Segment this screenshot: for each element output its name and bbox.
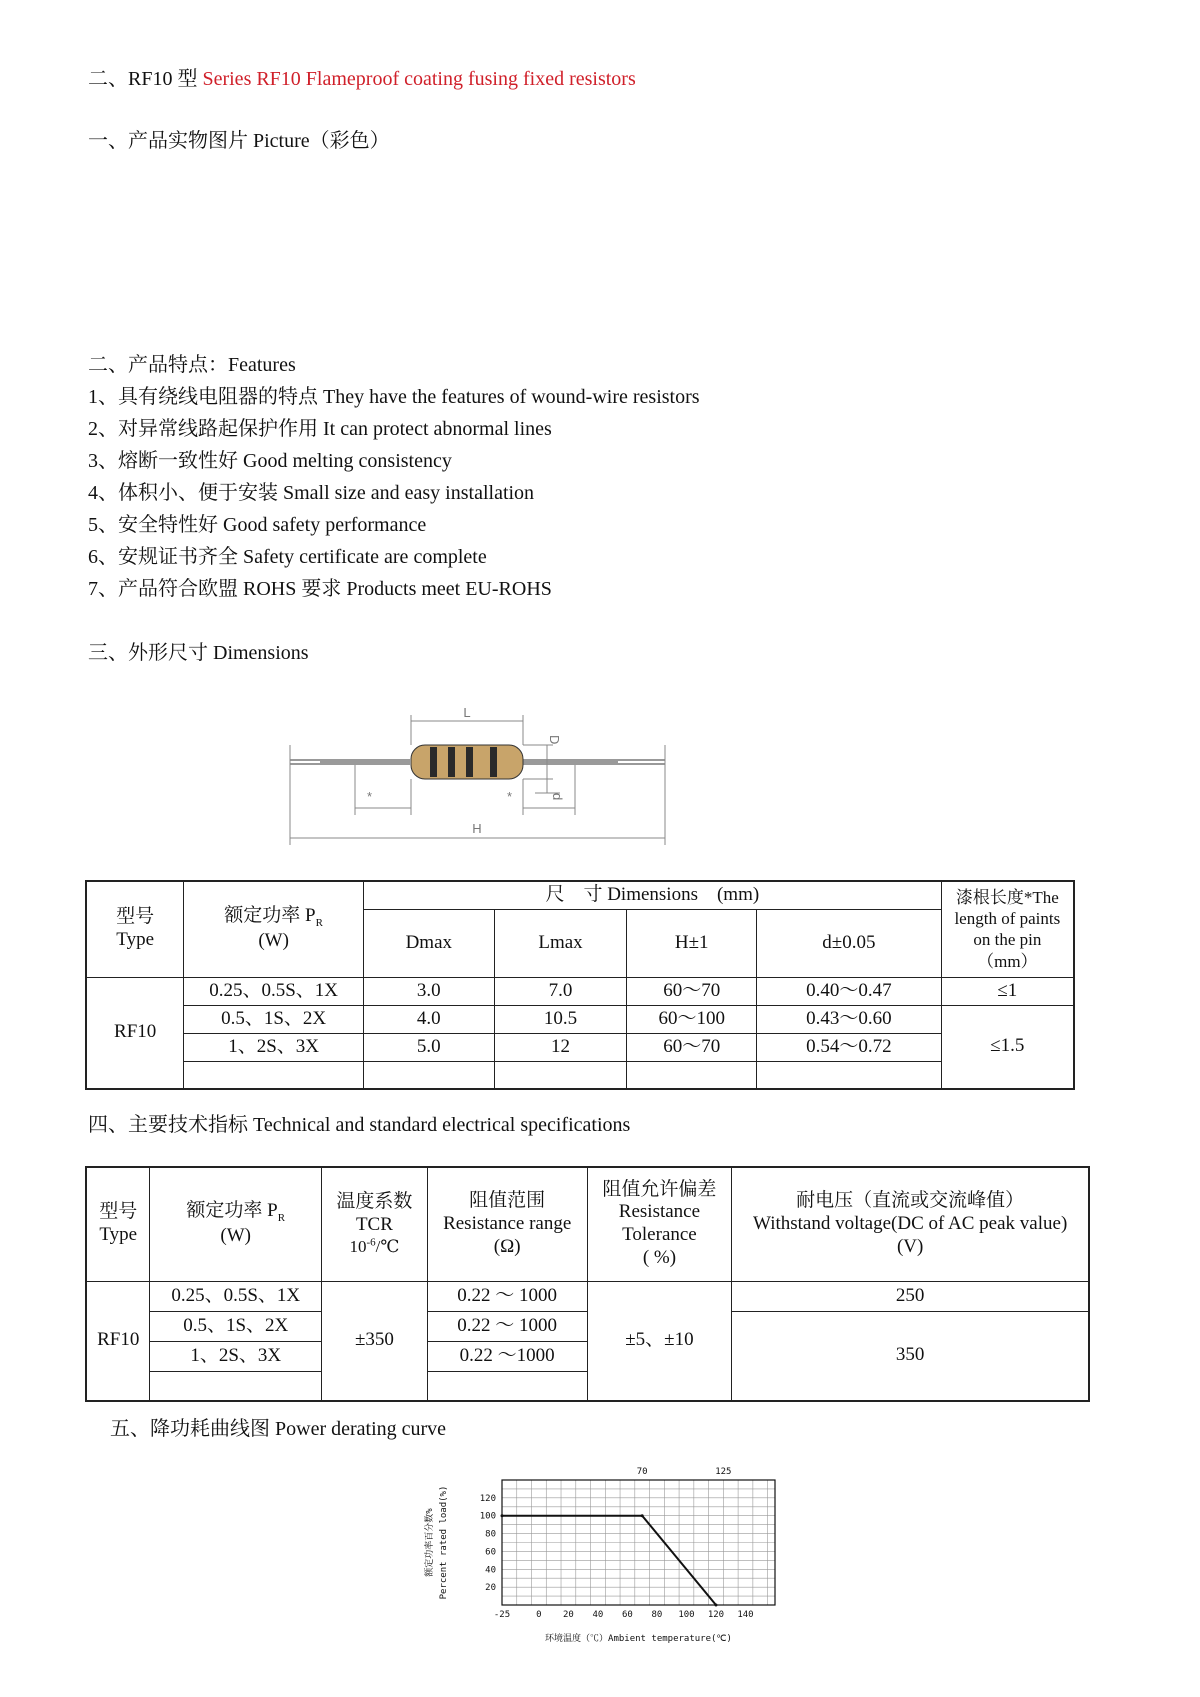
y-tick-label: 80 (485, 1529, 496, 1540)
dmax-cell: 4.0 (363, 1005, 494, 1033)
range-cell: 0.22 ～ 1000 (427, 1311, 587, 1341)
section-dimensions-title: 三、外形尺寸 Dimensions (88, 642, 309, 664)
header-dimensions: 尺 寸 Dimensions (mm) (363, 881, 941, 909)
header-type: 型号 Type (86, 1167, 150, 1281)
header-resistance-range: 阻值范围 Resistance range (Ω) (427, 1167, 587, 1281)
x-tick-label: 0 (536, 1610, 542, 1620)
lmax-cell: 7.0 (494, 977, 627, 1005)
section-specs-title: 四、主要技术指标 Technical and standard electrical specifications (88, 1114, 631, 1136)
x-axis-label: 环境温度（℃）Ambient temperature(℃) (545, 1634, 732, 1644)
tolerance-cell: ±5、±10 (587, 1281, 732, 1401)
header-type: 型号 Type (86, 881, 184, 977)
y-axis-label-zh: 额定功率百分数% (425, 1508, 435, 1577)
paint-cell: ≤1 (941, 977, 1074, 1005)
dmax-cell: 5.0 (363, 1033, 494, 1061)
feature-item: 3、熔断一致性好 Good melting consistency (88, 450, 452, 472)
dim-label-d: d (550, 793, 565, 801)
header-h: H±1 (627, 909, 757, 977)
power-cell: 0.25、0.5S、1X (150, 1281, 322, 1311)
x-tick-label: 100 (678, 1610, 695, 1620)
power-cell: 0.5、1S、2X (150, 1311, 322, 1341)
table-row (86, 1281, 1089, 1311)
section-derating-title: 五、降功耗曲线图 Power derating curve (110, 1418, 447, 1440)
y-tick-label: 20 (485, 1583, 496, 1594)
resistor-dimension-diagram (285, 705, 675, 850)
x-tick-label: 80 (651, 1610, 663, 1620)
x-tick-label: 140 (737, 1610, 754, 1620)
table-row (86, 977, 1074, 1005)
feature-item: 2、对异常线路起保护作用 It can protect abnormal lines (88, 418, 552, 440)
lead-paint-left (320, 759, 410, 765)
derating-curve-point (714, 1604, 717, 1607)
header-lmax: Lmax (494, 909, 627, 977)
dmax-cell: 3.0 (363, 977, 494, 1005)
document-title (88, 62, 636, 91)
y-tick-label: 40 (485, 1565, 496, 1576)
feature-item: 1、具有绕线电阻器的特点 They have the features of wound-wire resistors (88, 386, 700, 408)
header-dmax: Dmax (363, 909, 494, 977)
top-marker-label: 70 (636, 1467, 648, 1477)
power-cell: 1、2S、3X (184, 1033, 364, 1061)
color-band (490, 747, 497, 777)
dim-label-H: H (472, 821, 482, 836)
x-tick-label: 40 (592, 1610, 604, 1620)
header-tolerance: 阻值允许偏差 Resistance Tolerance ( %) (587, 1167, 732, 1281)
dimensions-table (85, 880, 1075, 1090)
top-marker-label: 125 (715, 1467, 732, 1477)
model-cell: RF10 (86, 1281, 150, 1401)
x-tick-label: 20 (562, 1610, 574, 1620)
d-cell: 0.54～0.72 (757, 1033, 942, 1061)
paint-cell: ≤1.5 (941, 1005, 1074, 1089)
specifications-table (85, 1166, 1090, 1402)
lmax-cell: 10.5 (494, 1005, 627, 1033)
dim-label-star-right: * (507, 789, 513, 804)
voltage-cell: 350 (732, 1311, 1089, 1401)
h-cell: 60～70 (627, 977, 757, 1005)
header-d: d±0.05 (757, 909, 942, 977)
feature-item: 5、安全特性好 Good safety performance (88, 514, 427, 536)
lmax-cell: 12 (494, 1033, 627, 1061)
x-tick-label: -25 (493, 1610, 511, 1620)
feature-item: 7、产品符合欧盟 ROHS 要求 Products meet EU-ROHS (88, 578, 552, 600)
header-rated-power: 额定功率 $P_R$ (W) (150, 1167, 322, 1281)
title-prefix: 二、RF10 型 (88, 68, 198, 90)
range-cell: 0.22 ～1000 (427, 1341, 587, 1371)
color-band (466, 747, 473, 777)
y-tick-label: 60 (485, 1547, 496, 1558)
tcr-cell: ±350 (322, 1281, 428, 1401)
derating-curve-point (501, 1514, 504, 1517)
x-tick-label: 120 (707, 1610, 725, 1620)
range-cell: 0.22 ～ 1000 (427, 1281, 587, 1311)
section-picture-title: 一、产品实物图片 Picture（彩色） (88, 130, 390, 152)
feature-item: 6、安规证书齐全 Safety certificate are complete (88, 546, 487, 568)
power-cell: 1、2S、3X (150, 1341, 322, 1371)
color-band (430, 747, 437, 777)
y-tick-label: 120 (479, 1493, 496, 1504)
lead-paint-right (523, 759, 618, 765)
title-series: Series RF10 Flameproof coating fusing fixed resistors (202, 68, 636, 90)
power-derating-chart (420, 1455, 800, 1660)
table-row (86, 1033, 1074, 1061)
table-row (86, 1005, 1074, 1033)
color-band (448, 747, 455, 777)
feature-item: 4、体积小、便于安装 Small size and easy installation (88, 482, 535, 504)
dim-label-D: D (547, 735, 562, 745)
x-tick-label: 60 (622, 1610, 633, 1620)
dim-label-L: L (463, 705, 471, 720)
derating-curve-point (641, 1514, 644, 1517)
y-tick-label: 100 (479, 1511, 496, 1522)
table-row-empty (86, 1061, 1074, 1089)
header-tcr: 温度系数 TCR $10^{-6}/℃$ (322, 1167, 428, 1281)
d-cell: 0.43～0.60 (757, 1005, 942, 1033)
power-cell: 0.5、1S、2X (184, 1005, 364, 1033)
h-cell: 60～100 (627, 1005, 757, 1033)
header-rated-power: 额定功率 $P_R$ (W) (184, 881, 364, 977)
model-cell: RF10 (86, 977, 184, 1089)
section-features-title: 二、产品特点：Features (88, 354, 296, 376)
y-axis-label-en: Percent rated load(%) (439, 1485, 449, 1600)
power-cell: 0.25、0.5S、1X (184, 977, 364, 1005)
h-cell: 60～70 (627, 1033, 757, 1061)
header-paint-length: 漆根长度*The length of paints on the pin （mm） (941, 881, 1074, 977)
d-cell: 0.40～0.47 (757, 977, 942, 1005)
voltage-cell: 250 (732, 1281, 1089, 1311)
header-withstand-voltage: 耐电压（直流或交流峰值） Withstand voltage(DC of AC peak value) (V) (732, 1167, 1089, 1281)
dim-label-star-left: * (367, 789, 373, 804)
